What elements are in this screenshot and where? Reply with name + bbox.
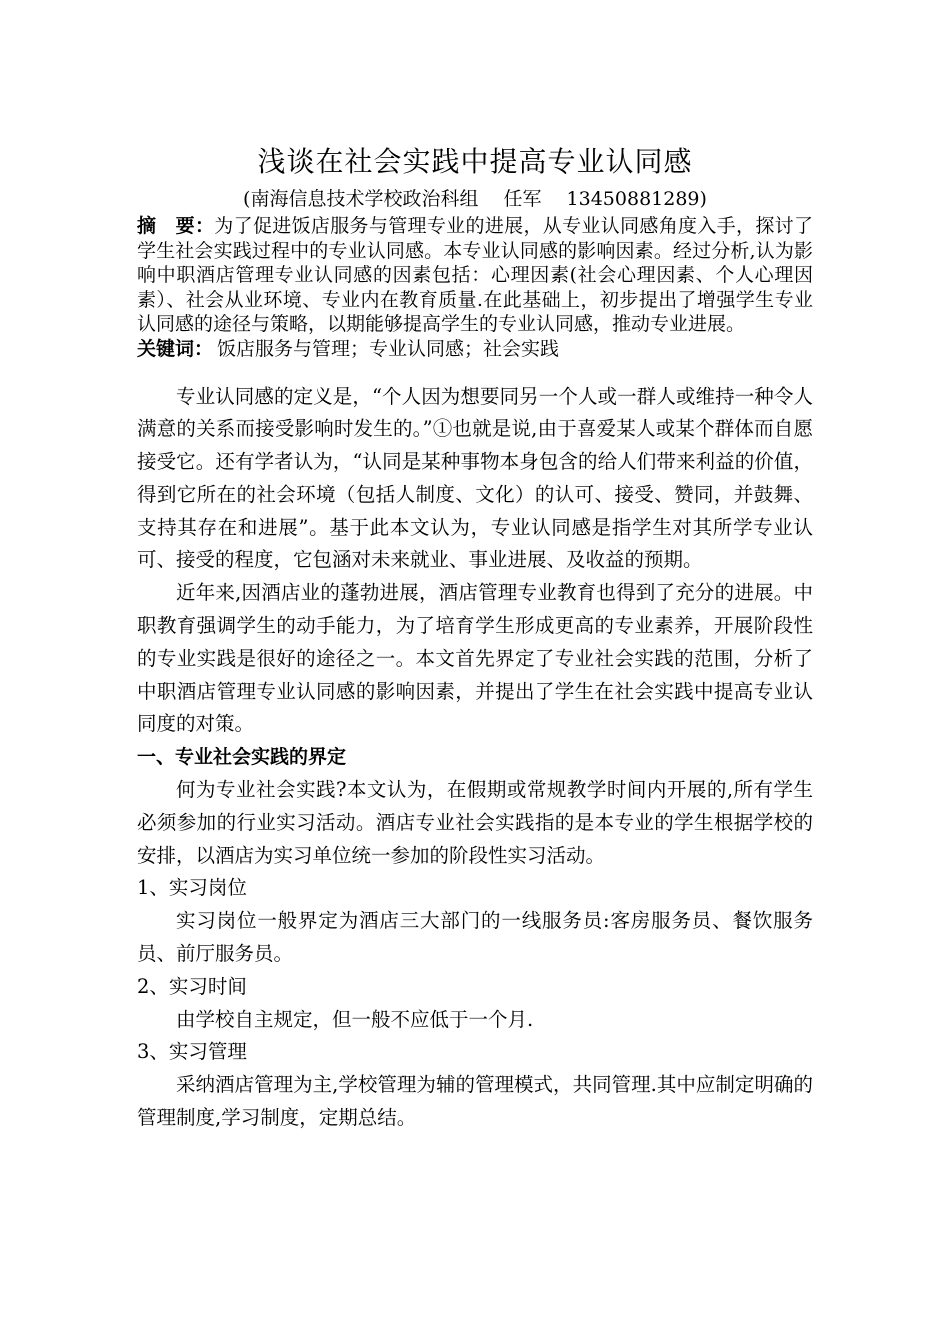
subsection-text-3: 采纳酒店管理为主,学校管理为辅的管理模式，共同管理.其中应制定明确的管理制度,学习制度，定期总结。 <box>137 1073 813 1130</box>
body-paragraph-2: 近年来,因酒店业的蓬勃进展，酒店管理专业教育也得到了充分的进展。中职教育强调学生的动手能力，为了培育学生形成更高的专业素养，开展阶段性的专业实践是很好的途径之一。本文首先界定了专业社会实践的范围，分析了中职酒店管理专业认同感的影响因素，并提出了学生在社会实践中提高专业认同度的对策。 <box>137 581 813 736</box>
subsection-heading-2: 2、实习时间 <box>137 974 247 998</box>
section-heading-1: 一、专业社会实践的界定 <box>137 746 347 769</box>
subsection-heading-1: 1、实习岗位 <box>137 876 247 900</box>
subsection-text-1: 实习岗位一般界定为酒店三大部门的一线服务员:客房服务员、餐饮服务员、前厅服务员。 <box>137 909 813 966</box>
document-page <box>137 140 813 1135</box>
abstract-text: 为了促进饭店服务与管理专业的进展，从专业认同感角度入手，探讨了学生社会实践过程中的专业认同感。本专业认同感的影响因素。经过分析,认为影响中职酒店管理专业认同感的因素包括：心理因素(社会心理因素、个人心理因素）、社会从业环境、专业内在教育质量.在此基础上，初步提出了增强学生专业认同感的途径与策略，以期能够提高学生的专业认同感，推动专业进展。 <box>137 215 813 335</box>
section-1-intro: 何为专业社会实践?本文认为，在假期或常规教学时间内开展的,所有学生必须参加的行业实习活动。酒店专业社会实践指的是本专业的学生根据学校的安排，以酒店为实习单位统一参加的阶段性实习活动。 <box>137 778 813 867</box>
abstract <box>137 214 813 337</box>
keywords-label: 关键词： <box>137 337 214 360</box>
abstract-label: 摘 要： <box>137 215 215 237</box>
keywords <box>137 337 813 361</box>
subsection-text-2: 由学校自主规定，但一般不应低于一个月. <box>176 1007 534 1031</box>
document-title: 浅谈在社会实践中提高专业认同感 <box>257 145 693 178</box>
keywords-text: 饭店服务与管理；专业认同感；社会实践 <box>217 337 560 360</box>
author-line: (南海信息技术学校政治科组 任军 13450881289) <box>243 188 707 210</box>
body-paragraph-1: 专业认同感的定义是，“个人因为想要同另一个人或一群人或维持一种令人满意的关系而接受影响时发生的。”①也就是说,由于喜爱某人或某个群体而自愿接受它。还有学者认为，“认同是某种事物本身包含的给人们带来利益的价值，得到它所在的社会环境（包括人制度、文化）的认可、接受、赞同，并鼓舞、支持其存在和进展”。基于此本文认为，专业认同感是指学生对其所学专业认可、接受的程度，它包涵对未来就业、事业进展、及收益的预期。 <box>137 384 813 572</box>
subsection-heading-3: 3、实习管理 <box>137 1040 247 1064</box>
